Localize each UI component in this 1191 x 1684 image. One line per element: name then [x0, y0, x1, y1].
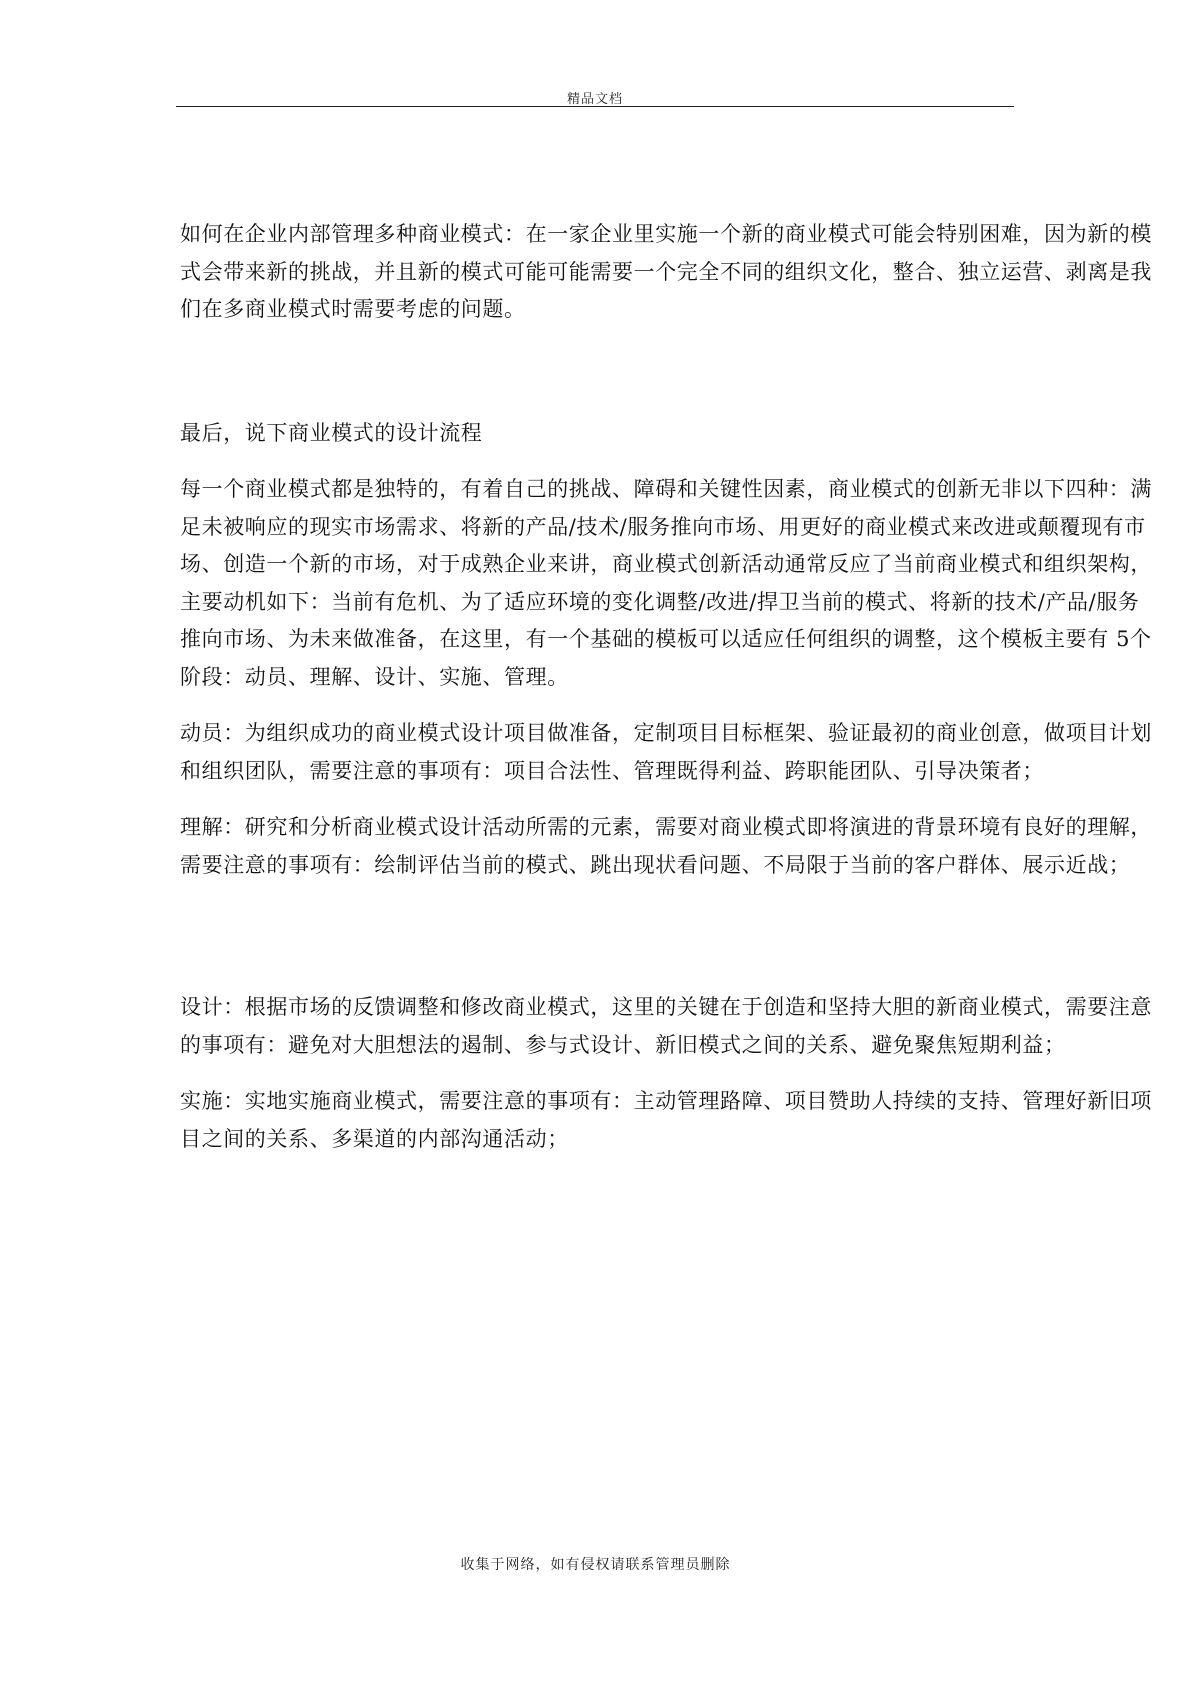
paragraph-implement: 实施：实地实施商业模式，需要注意的事项有：主动管理路障、项目赞助人持续的支持、管理好新旧项目之间的关系、多渠道的内部沟通活动；	[180, 1089, 1152, 1151]
paragraph-innovation-overview: 每一个商业模式都是独特的，有着自己的挑战、障碍和关键性因素，商业模式的创新无非以下四种：满足未被响应的现实市场需求、将新的产品/技术/服务推向市场、用更好的商业模式来改进或颠覆现有市场、创造一个新的市场，对于成熟企业来讲，商业模式创新活动通常反应了当前商业模式和组织架构，主要动机如下：当前有危机、为了适应环境的变化调整/改进/捍卫当前的模式、将新的技术/产品/服务推向市场、为未来做准备，在这里，有一个基础的模板可以适应任何组织的调整，这个模板主要有 5个阶段：动员、理解、设计、实施、管理。	[180, 477, 1152, 689]
paragraph-multiple-business-models: 如何在企业内部管理多种商业模式：在一家企业里实施一个新的商业模式可能会特别困难，因为新的模式会带来新的挑战，并且新的模式可能可能需要一个完全不同的组织文化，整合、独立运营、剥离是我们在多商业模式时需要考虑的问题。	[180, 222, 1152, 321]
section-heading-design-process: 最后，说下商业模式的设计流程	[180, 420, 483, 445]
spacer	[180, 1064, 1160, 1083]
document-body	[180, 216, 1160, 1158]
spacer	[180, 452, 1160, 471]
paragraph-design: 设计：根据市场的反馈调整和修改商业模式，这里的关键在于创造和坚持大胆的新商业模式，需要注意的事项有：避免对大胆想法的遏制、参与式设计、新旧模式之间的关系、避免聚焦短期利益；	[180, 995, 1152, 1057]
spacer	[180, 884, 1160, 989]
page-header	[176, 86, 1014, 107]
paragraph-mobilize: 动员：为组织成功的商业模式设计项目做准备，定制项目目标框架、验证最初的商业创意，做项目计划和组织团队，需要注意的事项有：项目合法性、管理既得利益、跨职能团队、引导决策者；	[180, 721, 1152, 783]
page-footer: 收集于网络，如有侵权请联系管理员删除	[460, 1557, 731, 1573]
spacer	[180, 696, 1160, 715]
spacer	[180, 790, 1160, 809]
paragraph-understand: 理解：研究和分析商业模式设计活动所需的元素，需要对商业模式即将演进的背景环境有良好的理解，需要注意的事项有：绘制评估当前的模式、跳出现状看问题、不局限于当前的客户群体、展示近战；	[180, 815, 1152, 877]
spacer	[180, 329, 1160, 415]
header-title: 精品文档	[566, 92, 623, 107]
